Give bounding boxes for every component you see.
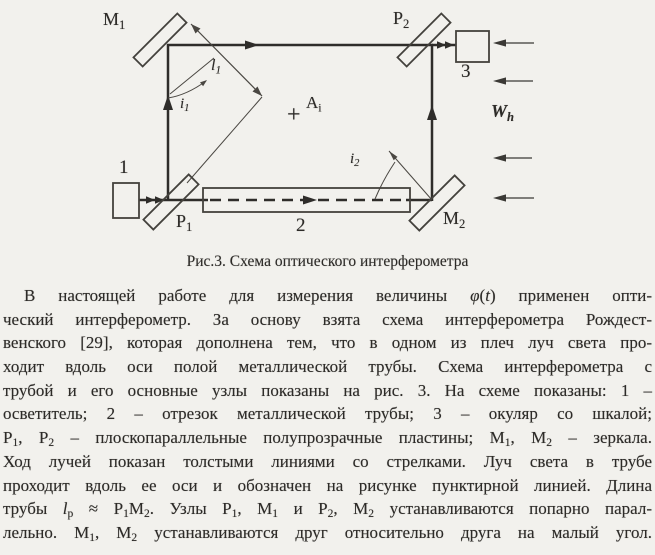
ai-point-label: $A_i$ [306, 93, 322, 115]
wind-arrow [493, 39, 534, 46]
wind-arrow [493, 194, 534, 201]
arrowhead-eyepiece-2 [445, 41, 454, 48]
tube-label: 2 [296, 215, 306, 236]
plate-p2-label: $P_2$ [393, 8, 410, 31]
i1-arc-arrowhead [200, 80, 207, 86]
arrowhead-up-right-arm [427, 105, 437, 120]
paragraph-line: В настоящей работе для измерения величины φ(t) применен опти- [24, 286, 653, 305]
paragraph-line: $P_1$, $P_2$ – плоскопараллельные полупрозрачные пластины; $М_1$, $М_2$ – зеркала. [3, 428, 652, 450]
arrowhead-tube-beam [303, 196, 317, 205]
eyepiece-label: 3 [461, 61, 471, 82]
i1-normal-line [170, 58, 214, 94]
paragraph-line: ходит вдоль оси полой металлической трубы. Схема интерферометра с [3, 357, 652, 377]
wind-speed-label: $W_h$ [491, 101, 515, 124]
source-box [113, 183, 139, 218]
source-label: 1 [119, 157, 129, 178]
l1-dimension-line [191, 24, 262, 96]
figure-caption: Рис.3. Схема оптического интерферометра [186, 253, 469, 270]
plate-p1-label: $P_1$ [176, 211, 193, 234]
crosshair-plus: + [287, 102, 301, 128]
wind-arrow [493, 77, 533, 84]
l1-construction-line [187, 97, 262, 183]
i1-angle-arc [168, 81, 206, 98]
l1-length-label: $l_1$ [211, 57, 222, 77]
paragraph-line: трубы $l_p \approx P_1М_2$. Узлы $P_1$, $М_1$ и $P_2$, $М_2$ устанавливаются попарно парал- [3, 499, 652, 521]
paragraph [3, 284, 652, 545]
eyepiece-box [456, 31, 489, 62]
paragraph-line: Ход лучей показан толстыми линиями со стрелками. Луч света в трубе [3, 451, 652, 471]
paragraph-line: венского [29], которая дополнена тем, что в одном из плеч луч света про- [3, 333, 652, 353]
i1-angle-label: $i_1$ [180, 96, 190, 115]
mirror-m1-label: $М_1$ [103, 9, 126, 32]
paragraph-line: проходит вдоль ее оси и обозначен на рисунке пунктирной линией. Длина [3, 475, 652, 495]
mirror-m1 [133, 13, 186, 66]
paragraph-line: лельно. $М_1$, $М_2$ устанавливаются друг относительно друга на малый угол. [3, 522, 652, 545]
paragraph-line: ческий интерферометр. За основу взята схема интерферометра Рождест- [3, 309, 652, 329]
mirror-m2-label: $М_2$ [443, 208, 466, 231]
arrowhead-source-1 [146, 196, 155, 203]
i2-angle-arc [375, 162, 395, 199]
wind-arrow [493, 154, 532, 161]
paragraph-line: осветитель; 2 – отрезок металлической трубы; 3 – окуляр со шкалой; [3, 404, 652, 424]
i2-angle-label: $i_2$ [350, 151, 360, 170]
arrowhead-eyepiece-1 [437, 41, 446, 48]
paragraph-line: трубой и его основные узлы показаны на рис. 3. На схеме показаны: 1 – [3, 380, 652, 400]
interferometer-diagram [0, 0, 655, 252]
arrowhead-top-beam [245, 41, 259, 50]
